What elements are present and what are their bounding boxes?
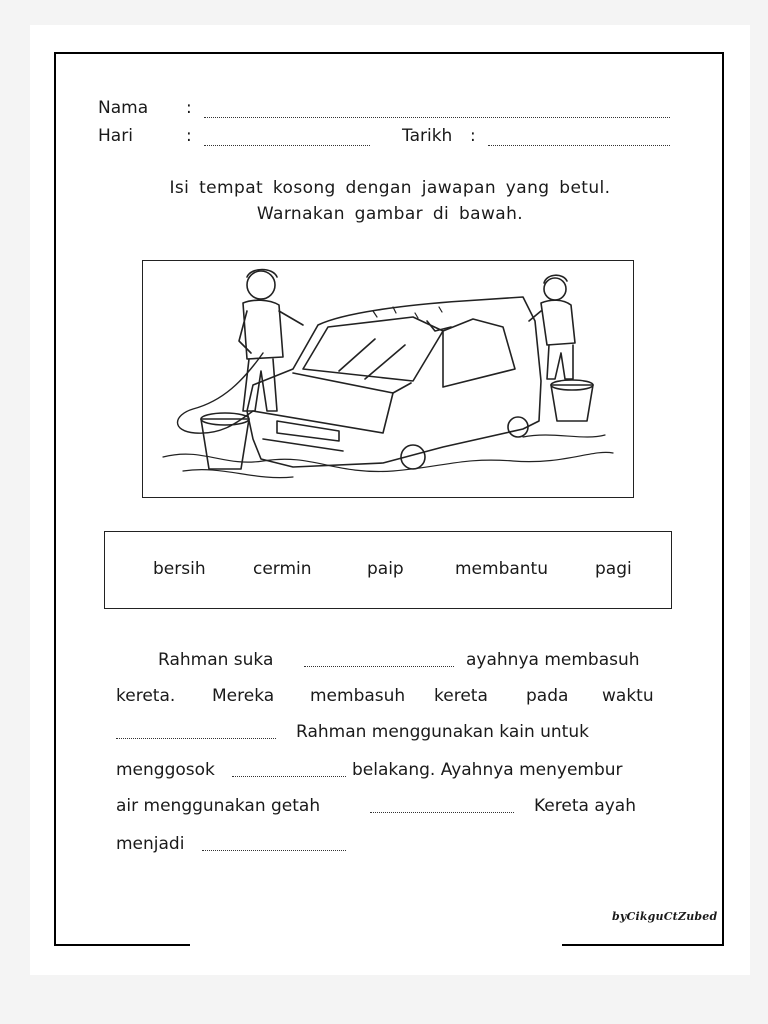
passage-word: pada bbox=[526, 686, 569, 706]
passage-line-4 bbox=[116, 760, 662, 790]
day-field[interactable] bbox=[204, 145, 370, 146]
passage-word: membasuh bbox=[310, 686, 406, 706]
day-colon: : bbox=[186, 126, 192, 146]
name-field[interactable] bbox=[204, 117, 670, 118]
blank-2[interactable] bbox=[116, 738, 276, 739]
passage-line-1 bbox=[116, 650, 662, 680]
word-pagi[interactable]: pagi bbox=[595, 559, 632, 579]
passage-text: Rahman menggunakan kain untuk bbox=[296, 722, 589, 742]
author-signature: byCikguCtZubed bbox=[612, 910, 718, 923]
word-membantu[interactable]: membantu bbox=[455, 559, 549, 579]
word-paip[interactable]: paip bbox=[367, 559, 404, 579]
passage-word: kereta. bbox=[116, 686, 176, 706]
name-label: Nama bbox=[98, 98, 149, 118]
name-colon: : bbox=[186, 98, 192, 118]
date-colon: : bbox=[470, 126, 476, 146]
passage-text: belakang. Ayahnya menyembur bbox=[352, 760, 623, 780]
passage-text: air menggunakan getah bbox=[116, 796, 321, 816]
page-border-top bbox=[54, 52, 724, 54]
passage-line-3 bbox=[116, 722, 662, 752]
passage-text: Kereta ayah bbox=[534, 796, 636, 816]
blank-3[interactable] bbox=[232, 776, 346, 777]
instruction-line-2: Warnakan gambar di bawah. bbox=[256, 204, 524, 224]
passage-word: kereta bbox=[434, 686, 488, 706]
word-cermin[interactable]: cermin bbox=[253, 559, 312, 579]
passage-line-2 bbox=[116, 686, 662, 716]
passage-text: menggosok bbox=[116, 760, 215, 780]
passage-line-5 bbox=[116, 796, 662, 826]
page-border-bottom-right bbox=[562, 944, 724, 946]
page-border-right bbox=[722, 52, 724, 946]
day-label: Hari bbox=[98, 126, 133, 146]
passage-text: menjadi bbox=[116, 834, 185, 854]
page-border-bottom-left bbox=[54, 944, 190, 946]
passage-text: ayahnya membasuh bbox=[466, 650, 640, 670]
passage-line-6 bbox=[116, 834, 662, 864]
passage-word: Mereka bbox=[212, 686, 275, 706]
car-wash-illustration-icon bbox=[143, 261, 633, 497]
passage-word: waktu bbox=[602, 686, 654, 706]
blank-5[interactable] bbox=[202, 850, 346, 851]
instruction-line-1: Isi tempat kosong dengan jawapan yang betul. bbox=[169, 178, 611, 198]
page-border-left bbox=[54, 52, 56, 946]
worksheet-page bbox=[30, 25, 750, 975]
word-bersih[interactable]: bersih bbox=[153, 559, 206, 579]
blank-4[interactable] bbox=[370, 812, 514, 813]
date-label: Tarikh bbox=[402, 126, 453, 146]
date-field[interactable] bbox=[488, 145, 670, 146]
passage-text: Rahman suka bbox=[158, 650, 274, 670]
blank-1[interactable] bbox=[304, 666, 454, 667]
word-bank bbox=[104, 531, 672, 609]
car-wash-picture bbox=[142, 260, 634, 498]
